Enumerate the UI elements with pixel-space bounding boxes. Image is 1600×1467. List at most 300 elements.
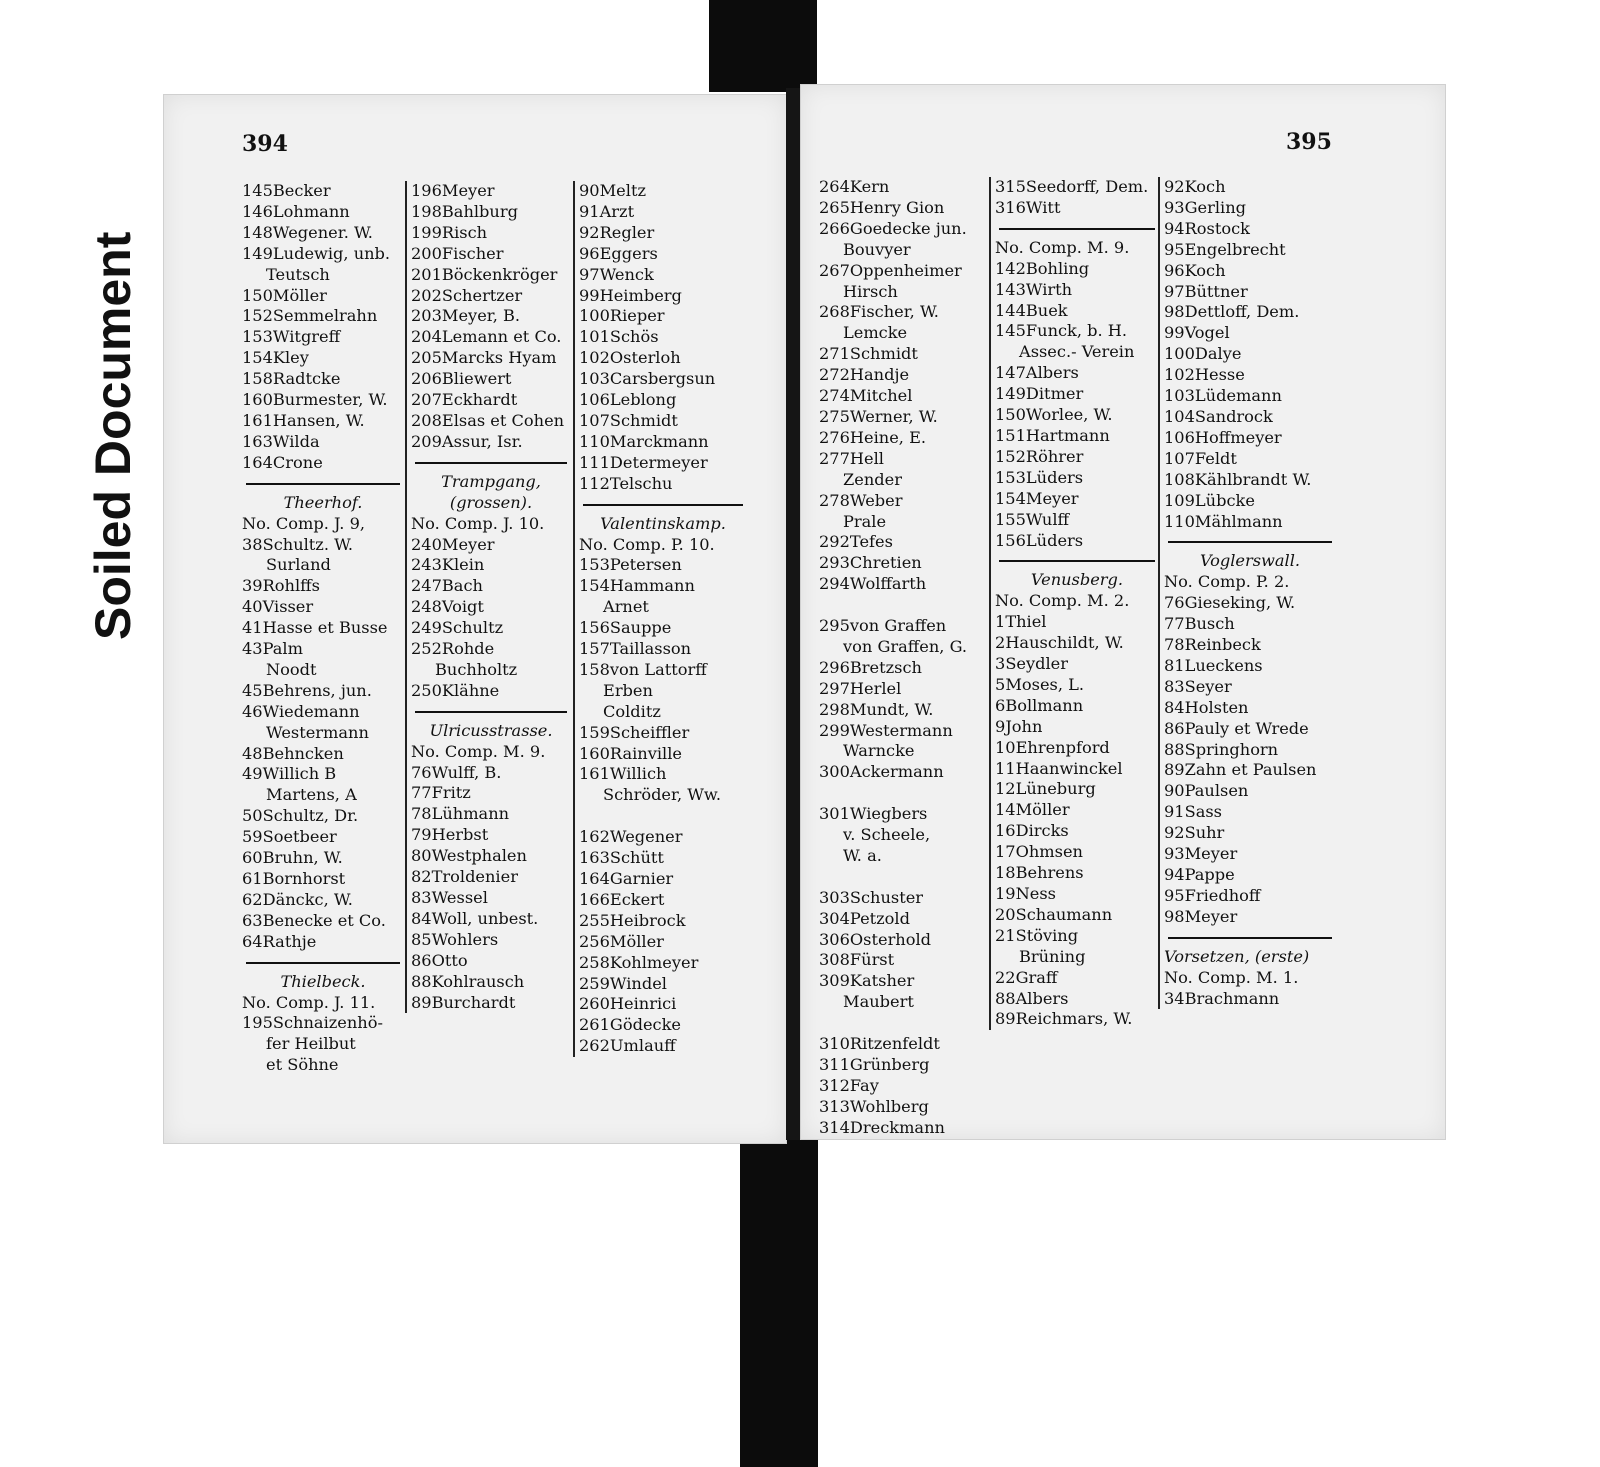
directory-entry — [579, 848, 747, 869]
section-rule — [583, 504, 743, 506]
resident-name: Schultz — [441, 618, 504, 638]
directory-entry — [579, 827, 747, 848]
resident-name: Seedorff, Dem. — [1025, 177, 1149, 196]
resident-name: Wegener. W. — [272, 222, 373, 242]
resident-name: Regler — [599, 222, 655, 242]
house-number: 90 — [1164, 781, 1185, 801]
house-number: 85 — [411, 929, 432, 949]
street-heading: Voglerswall. — [1199, 551, 1301, 571]
resident-name: Meyer — [1184, 906, 1238, 926]
resident-name: Rohde — [441, 639, 495, 659]
resident-name: Brachmann — [1184, 988, 1280, 1008]
directory-entry — [242, 869, 404, 890]
section-rule — [999, 228, 1155, 230]
directory-entry — [242, 576, 404, 597]
resident-name: Behrens, jun. — [262, 680, 372, 700]
directory-entry — [242, 223, 404, 244]
house-number: 300 — [819, 762, 850, 782]
directory-entry — [242, 806, 404, 827]
directory-entry — [995, 654, 1159, 675]
directory-entry — [411, 327, 571, 348]
directory-entry — [579, 785, 747, 806]
house-number: 78 — [1164, 635, 1185, 655]
resident-name: Klein — [441, 555, 485, 575]
house-number: 250 — [411, 680, 442, 700]
resident-name: Wohlberg — [849, 1096, 929, 1116]
directory-entry — [579, 181, 747, 202]
directory-entry — [411, 681, 571, 702]
house-number: 267 — [819, 260, 850, 280]
resident-name: Witgreff — [272, 327, 341, 347]
resident-name: Noodt — [266, 659, 317, 679]
directory-entry — [995, 926, 1159, 947]
resident-name: Warncke — [843, 741, 915, 761]
directory-entry — [819, 553, 985, 574]
house-number: 94 — [1164, 865, 1185, 884]
directory-entry — [242, 660, 404, 681]
house-number: 106 — [1164, 427, 1195, 447]
house-number: 148 — [242, 222, 273, 242]
directory-entry — [819, 888, 985, 909]
house-number: 301 — [819, 804, 850, 824]
directory-entry — [411, 306, 571, 327]
house-number: 92 — [579, 222, 600, 242]
directory-entry — [1164, 698, 1336, 719]
house-number: 86 — [1164, 718, 1185, 738]
directory-entry — [242, 369, 404, 390]
house-number: 161 — [579, 764, 610, 784]
house-number: 18 — [995, 863, 1016, 883]
directory-entry — [995, 696, 1159, 717]
resident-name: Arzt — [599, 201, 635, 221]
company-header: No. Comp. M. 2. — [995, 591, 1130, 611]
directory-entry — [819, 616, 985, 637]
resident-name: Bach — [441, 576, 483, 596]
house-number: 256 — [579, 931, 610, 951]
directory-entry — [819, 365, 985, 386]
directory-entry — [819, 971, 985, 992]
resident-name: Carsbergsun — [609, 369, 716, 389]
house-number: 157 — [579, 639, 610, 659]
resident-name: W. a. — [843, 845, 882, 865]
house-number: 88 — [995, 988, 1016, 1008]
house-number: 204 — [411, 327, 442, 347]
house-number: 63 — [242, 910, 263, 930]
resident-name: Buchholtz — [435, 659, 518, 679]
resident-name: Möller — [272, 285, 327, 305]
directory-entry — [579, 764, 747, 785]
company-header: No. Comp. P. 10. — [579, 534, 715, 554]
directory-entry — [995, 779, 1159, 800]
scan-clip-top — [709, 0, 817, 92]
section-rule — [999, 560, 1155, 562]
directory-entry — [579, 953, 747, 974]
resident-name: Zender — [843, 469, 902, 489]
resident-name: Röhrer — [1025, 446, 1084, 466]
directory-entry — [995, 884, 1159, 905]
section-rule — [415, 711, 567, 713]
resident-name: et Söhne — [266, 1055, 339, 1075]
house-number: 153 — [242, 327, 273, 347]
directory-entry — [579, 911, 747, 932]
house-number: 159 — [579, 722, 610, 742]
house-number: 19 — [995, 884, 1016, 903]
house-number: 298 — [819, 699, 850, 719]
resident-name: Kohlmeyer — [609, 952, 699, 972]
resident-name: Mählmann — [1194, 511, 1283, 531]
house-number: 88 — [411, 971, 432, 991]
directory-entry — [995, 612, 1159, 633]
resident-name: Wiedemann — [262, 701, 360, 721]
resident-name: Ehrenpford — [1015, 737, 1110, 757]
directory-entry — [819, 1097, 985, 1118]
resident-name: Seydler — [1005, 654, 1068, 674]
house-number: 153 — [579, 555, 610, 575]
house-number: 209 — [411, 431, 442, 451]
resident-name: Werner, W. — [849, 406, 938, 426]
directory-entry — [995, 384, 1159, 405]
directory-entry — [411, 888, 571, 909]
resident-name: Westermann — [849, 720, 953, 740]
street-heading: Venusberg. — [1030, 570, 1124, 590]
directory-entry — [411, 993, 571, 1014]
directory-entry — [579, 994, 747, 1015]
resident-name: Petersen — [609, 555, 682, 575]
directory-entry — [819, 679, 985, 700]
resident-name: Garnier — [609, 868, 674, 888]
directory-entry — [411, 286, 571, 307]
house-number: 62 — [242, 889, 263, 909]
directory-entry — [411, 951, 571, 972]
house-number: 59 — [242, 827, 263, 847]
house-number: 93 — [1164, 844, 1185, 864]
house-number: 150 — [995, 405, 1026, 425]
directory-entry — [1164, 407, 1336, 428]
right-page — [800, 84, 1446, 1140]
resident-name: Assur, Isr. — [441, 431, 523, 451]
resident-name: Benecke et Co. — [262, 910, 386, 930]
house-number: 151 — [995, 425, 1026, 445]
house-number: 309 — [819, 971, 850, 991]
directory-entry — [819, 386, 985, 407]
directory-entry — [1164, 907, 1336, 928]
company-header: No. Comp. M. 9. — [411, 741, 546, 761]
resident-name: Wilda — [272, 431, 320, 451]
directory-entry — [242, 244, 404, 265]
resident-name: Bruhn, W. — [262, 848, 343, 868]
resident-name: Ackermann — [849, 762, 944, 782]
street-heading: Trampgang, — [441, 471, 541, 491]
house-number: 95 — [1164, 885, 1185, 905]
house-number: 108 — [1164, 469, 1195, 489]
directory-entry — [242, 827, 404, 848]
resident-name: Lühmann — [431, 804, 510, 824]
directory-entry — [819, 950, 985, 971]
house-number: 156 — [995, 530, 1026, 550]
house-number: 94 — [1164, 218, 1185, 238]
directory-entry — [242, 785, 404, 806]
house-number: 145 — [995, 321, 1026, 341]
resident-name: Grünberg — [849, 1055, 930, 1074]
house-number: 201 — [411, 264, 442, 284]
directory-entry — [411, 867, 571, 888]
resident-name: Schultz, Dr. — [262, 806, 359, 826]
house-number: 306 — [819, 929, 850, 949]
house-number: 84 — [411, 908, 432, 928]
house-number: 312 — [819, 1075, 850, 1095]
resident-name: Albers — [1015, 988, 1069, 1008]
directory-entry — [411, 223, 571, 244]
resident-name: Marckmann — [609, 431, 709, 451]
resident-name: Wiegbers — [849, 804, 928, 824]
street-heading: Thielbeck. — [280, 971, 366, 991]
directory-entry — [579, 618, 747, 639]
resident-name: Thiel — [1005, 612, 1047, 632]
directory-entry — [411, 202, 571, 223]
resident-name: Behrens — [1015, 863, 1084, 883]
house-number: 166 — [579, 889, 610, 909]
house-number: 111 — [579, 452, 610, 472]
resident-name: Weber — [849, 490, 903, 510]
directory-entry — [411, 660, 571, 681]
directory-entry — [242, 535, 404, 556]
house-number: 261 — [579, 1015, 610, 1035]
resident-name: Gödecke — [609, 1015, 681, 1035]
directory-entry — [819, 512, 985, 533]
resident-name: Determeyer — [609, 452, 708, 472]
house-number: 207 — [411, 390, 442, 410]
resident-name: Osterloh — [609, 348, 681, 368]
house-number: 146 — [242, 201, 273, 221]
resident-name: Lemcke — [843, 323, 908, 343]
resident-name: Sass — [1184, 802, 1222, 822]
directory-entry — [819, 407, 985, 428]
directory-entry — [1164, 886, 1336, 907]
left-page — [163, 94, 787, 1144]
resident-name: Behncken — [262, 743, 344, 763]
house-number: 76 — [1164, 593, 1185, 613]
resident-name: Schaumann — [1015, 904, 1113, 924]
resident-name: Rieper — [609, 306, 665, 326]
resident-name: Fritz — [431, 783, 471, 803]
house-number: 160 — [242, 390, 273, 410]
directory-entry — [1164, 656, 1336, 677]
resident-name: Bouvyer — [843, 239, 911, 259]
house-number: 61 — [242, 869, 263, 888]
resident-name: von Graffen, G. — [843, 636, 968, 656]
house-number: 1 — [995, 612, 1006, 632]
house-number: 248 — [411, 597, 442, 617]
resident-name: Bollmann — [1005, 695, 1084, 715]
house-number: 20 — [995, 904, 1016, 924]
resident-name: Eckert — [609, 889, 665, 909]
resident-name: Witt — [1025, 197, 1061, 217]
directory-entry — [411, 432, 571, 453]
house-number: 278 — [819, 490, 850, 510]
house-number: 46 — [242, 701, 263, 721]
directory-entry — [995, 198, 1159, 219]
directory-entry — [242, 597, 404, 618]
resident-name: Mitchel — [849, 386, 913, 406]
directory-entry — [995, 405, 1159, 426]
resident-name: Kohlrausch — [431, 971, 525, 991]
resident-name: Feldt — [1194, 448, 1237, 468]
resident-name: Lemann et Co. — [441, 327, 562, 347]
directory-entry — [579, 369, 747, 390]
directory-entry — [242, 555, 404, 576]
house-number: 6 — [995, 695, 1006, 715]
house-number: 163 — [579, 848, 610, 868]
directory-entry — [819, 282, 985, 303]
house-number: 154 — [242, 348, 273, 368]
house-number: 88 — [1164, 739, 1185, 759]
directory-entry — [579, 744, 747, 765]
directory-entry — [819, 1055, 985, 1076]
directory-entry — [819, 721, 985, 742]
directory-entry — [411, 535, 571, 556]
resident-name: Martens, A — [266, 785, 357, 805]
resident-name: Surland — [266, 555, 331, 575]
house-number: 199 — [411, 222, 442, 242]
resident-name: Hirsch — [843, 281, 898, 301]
resident-name: Lüders — [1025, 467, 1084, 487]
resident-name: Colditz — [603, 701, 661, 721]
entry-gap — [819, 783, 985, 804]
house-number: 89 — [411, 992, 432, 1012]
resident-name: Schertzer — [441, 285, 523, 305]
directory-entry — [995, 447, 1159, 468]
directory-entry — [819, 491, 985, 512]
directory-entry — [1164, 635, 1336, 656]
house-number: 103 — [1164, 386, 1195, 406]
directory-entry — [819, 574, 985, 595]
resident-name: John — [1005, 716, 1043, 736]
directory-entry — [995, 842, 1159, 863]
house-number: 143 — [995, 279, 1026, 299]
house-number: 64 — [242, 931, 263, 951]
directory-entry — [995, 800, 1159, 821]
section-rule — [415, 462, 567, 464]
directory-entry — [995, 321, 1159, 342]
directory-entry — [995, 342, 1159, 363]
house-number: 249 — [411, 618, 442, 638]
house-number: 144 — [995, 300, 1026, 320]
resident-name: Assec.- Verein — [1019, 342, 1135, 362]
resident-name: Buek — [1025, 300, 1068, 320]
house-number: 266 — [819, 218, 850, 238]
directory-entry — [995, 947, 1159, 968]
house-number: 91 — [579, 201, 600, 221]
house-number: 260 — [579, 994, 610, 1014]
resident-name: Woll, unbest. — [431, 908, 539, 928]
directory-entry — [242, 1034, 404, 1055]
house-number: 39 — [242, 576, 263, 596]
house-number: 202 — [411, 285, 442, 305]
directory-entry — [995, 821, 1159, 842]
resident-name: Lüdemann — [1194, 386, 1282, 406]
house-number: 41 — [242, 618, 263, 638]
resident-name: Kern — [849, 177, 890, 196]
street-heading-sub: (grossen). — [449, 492, 533, 512]
resident-name: Lüneburg — [1015, 779, 1096, 799]
directory-entry — [819, 470, 985, 491]
directory-entry — [579, 223, 747, 244]
directory-entry — [579, 576, 747, 597]
house-number: 311 — [819, 1055, 850, 1074]
left-column-1 — [242, 181, 404, 1076]
house-number: 154 — [995, 488, 1026, 508]
company-header: No. Comp. J. 11. — [242, 992, 376, 1012]
company-header: No. Comp. M. 9. — [995, 237, 1130, 257]
directory-entry — [411, 930, 571, 951]
house-number: 259 — [579, 973, 610, 993]
house-number: 84 — [1164, 697, 1185, 717]
resident-name: Friedhoff — [1184, 885, 1261, 905]
directory-entry — [579, 1036, 747, 1057]
resident-name: Semmelrahn — [272, 306, 378, 326]
house-number: 163 — [242, 431, 273, 451]
directory-entry — [579, 702, 747, 723]
directory-entry — [579, 639, 747, 660]
resident-name: Fürst — [849, 950, 895, 970]
resident-name: Fischer, W. — [849, 302, 939, 322]
directory-entry — [995, 531, 1159, 552]
resident-name: Bretzsch — [849, 657, 922, 677]
resident-name: Wessel — [431, 888, 488, 907]
house-number: 97 — [579, 264, 600, 284]
left-column-3 — [573, 181, 747, 1057]
resident-name: Meltz — [599, 181, 646, 200]
directory-entry — [995, 1009, 1159, 1030]
soiled-document-stamp — [35, 190, 155, 660]
house-number: 107 — [1164, 448, 1195, 468]
directory-entry — [819, 323, 985, 344]
house-number: 208 — [411, 410, 442, 430]
house-number: 164 — [579, 868, 610, 888]
resident-name: Voigt — [441, 597, 484, 617]
directory-entry — [1164, 593, 1336, 614]
resident-name: Stöving — [1015, 925, 1079, 945]
resident-name: Gerling — [1184, 197, 1247, 217]
house-number: 110 — [1164, 511, 1195, 531]
directory-entry — [579, 597, 747, 618]
left-page-number: 394 — [242, 131, 288, 157]
directory-entry — [242, 306, 404, 327]
directory-entry — [242, 911, 404, 932]
house-number: 149 — [995, 384, 1026, 404]
house-number: 11 — [995, 758, 1016, 778]
directory-entry — [411, 972, 571, 993]
directory-entry — [819, 344, 985, 365]
house-number: 97 — [1164, 281, 1185, 301]
resident-name: Lohmann — [272, 201, 350, 221]
house-number: 22 — [995, 967, 1016, 987]
house-number: 96 — [579, 243, 600, 263]
directory-entry — [579, 348, 747, 369]
directory-entry — [242, 265, 404, 286]
directory-entry — [819, 741, 985, 762]
house-number: 200 — [411, 243, 442, 263]
directory-entry — [819, 658, 985, 679]
directory-entry — [242, 848, 404, 869]
resident-name: Moses, L. — [1005, 674, 1085, 694]
house-number: 275 — [819, 406, 850, 426]
house-number: 195 — [242, 1013, 273, 1033]
house-number: 100 — [579, 306, 610, 326]
resident-name: Hammann — [609, 576, 695, 596]
resident-name: Willich B — [262, 764, 337, 784]
directory-entry — [995, 510, 1159, 531]
